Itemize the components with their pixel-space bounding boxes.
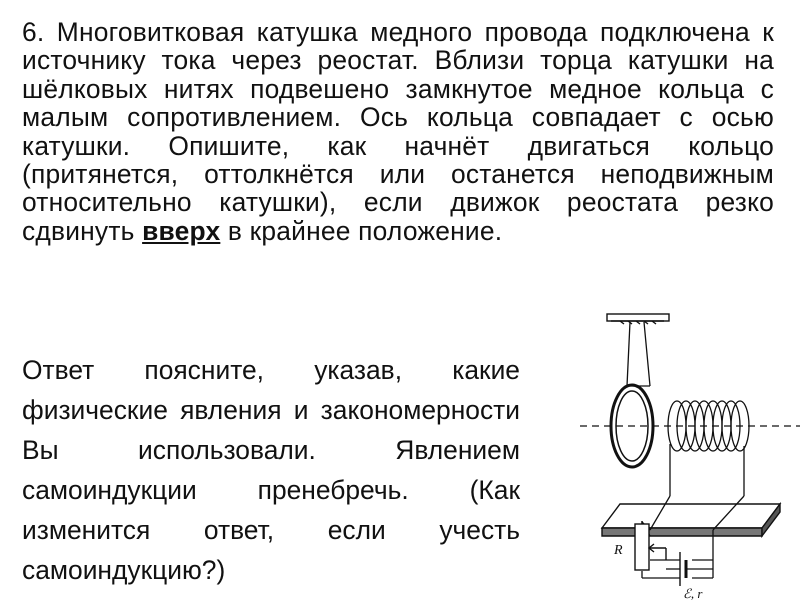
diagram-svg: [580, 308, 800, 600]
source-label: ℰ, r: [683, 586, 703, 600]
problem-statement: [22, 18, 774, 245]
problem-text: Многовитковая катушка медного провода подключена к источнику тока через реостат. Вблизи торца катушки на шёлковых нитях подвешено замкнутое медное кольца с малым сопротивлением. Ось кольца совпадает с осью катушки. Опишите, как начнёт двигаться кольцо (притянется, оттолкнётся или останется неподвижным относительно катушки), если движок реостата резко сдвинуть: [22, 17, 774, 246]
answer-instructions: Ответ поясните, указав, какие физические явления и закономерности Вы использовали. Явлением самоиндукции пренебречь. (Как изменится ответ, если учесть самоиндукцию?): [22, 355, 520, 585]
problem-text-end: в крайнее положение.: [227, 215, 503, 246]
silk-threads: [627, 322, 650, 386]
coil-ring-diagram: [580, 308, 800, 600]
resistor-label: R: [614, 543, 623, 558]
battery-source: [666, 552, 713, 586]
suspension-bracket: [607, 314, 669, 324]
base-plate: [602, 504, 780, 536]
coil-leads: [670, 444, 744, 496]
emphasized-direction: вверх: [142, 215, 221, 246]
problem-number: 6.: [22, 17, 45, 47]
